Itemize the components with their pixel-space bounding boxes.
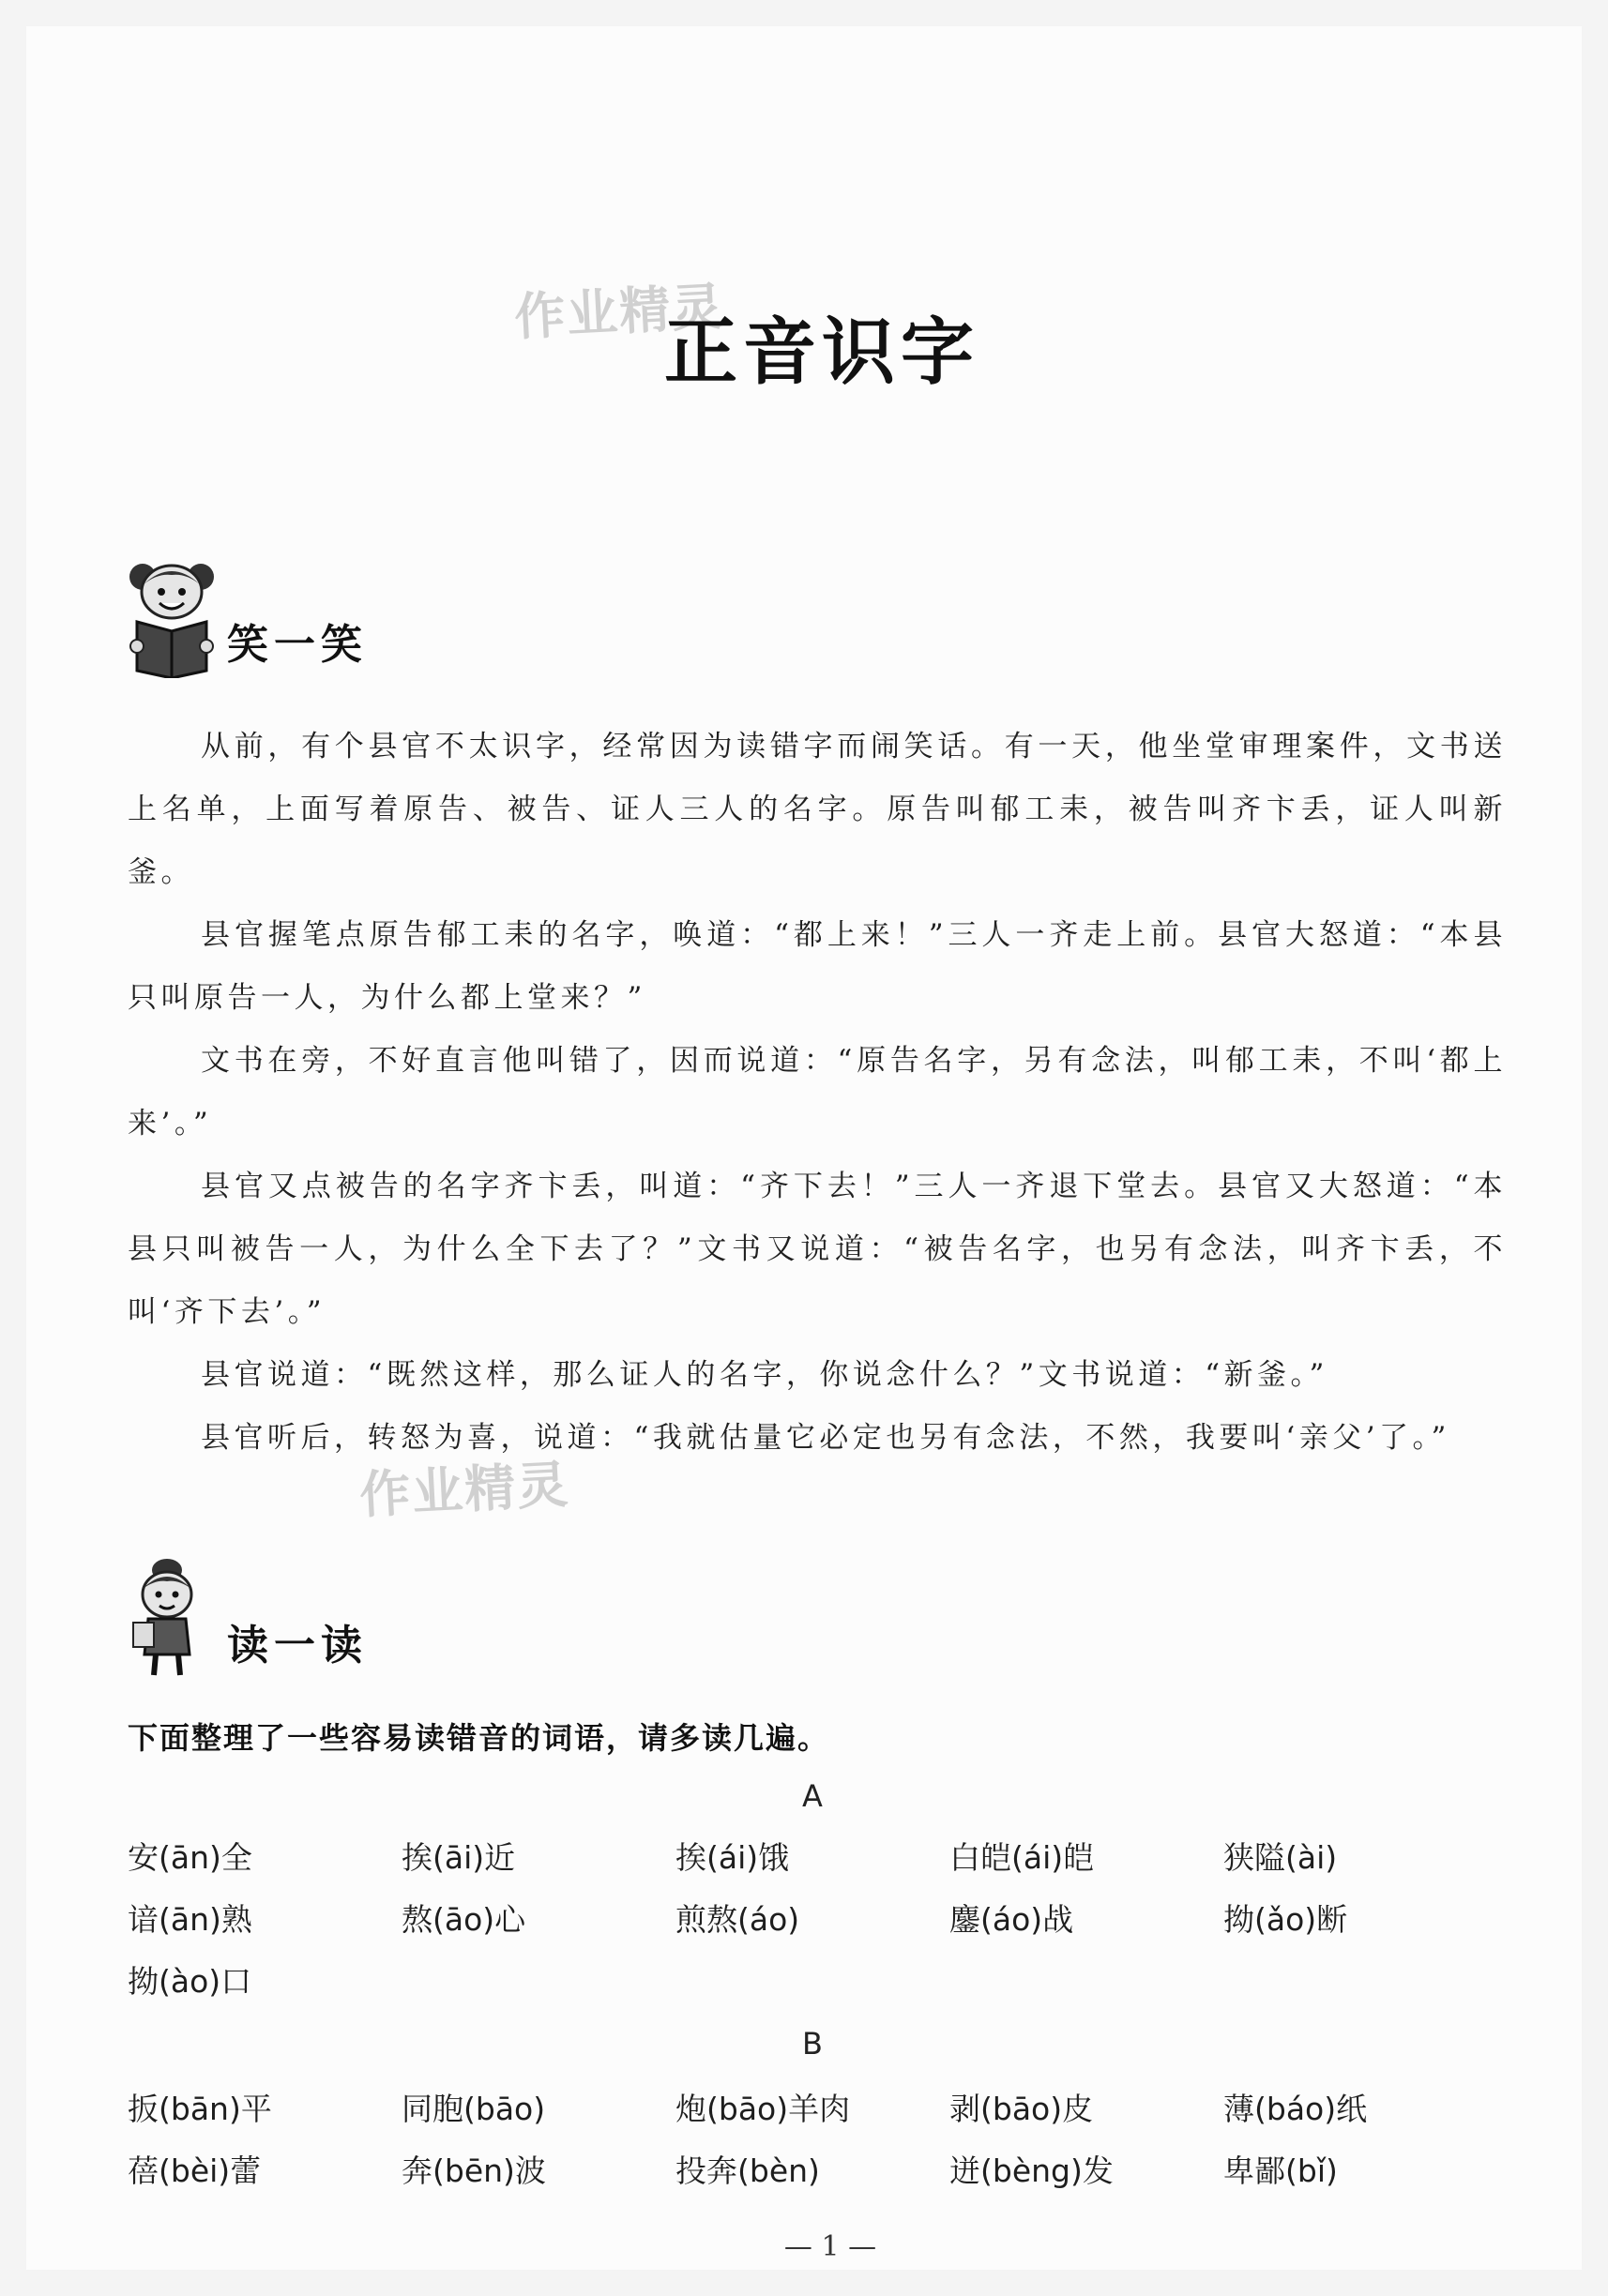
- word-item: 薄(báo)纸: [1223, 2091, 1368, 2127]
- section-heading-read: [120, 1557, 368, 1679]
- section-heading-text: 笑一笑: [227, 621, 368, 669]
- story-paragraph: 县官说道：“既然这样，那么证人的名字，你说念什么？”文书说道：“新釜。”: [201, 1358, 1328, 1392]
- story-paragraph: 县官又点被告的名字齐卞丢，叫道：“齐下去！”三人一齐退下堂去。县官又大怒道：“本县只叫被告一人，为什么全下去了？”文书又说道：“被告名字，也另有念法，叫齐卞丢，不叫‘齐下去’。”: [128, 1170, 1507, 1329]
- page-title: 正音识字: [664, 310, 980, 395]
- word-item: 剥(bāo)皮: [949, 2091, 1094, 2127]
- word-item: 蓓(bèi)蕾: [128, 2152, 262, 2189]
- word-item: 迸(bèng)发: [949, 2152, 1114, 2189]
- page: [26, 26, 1582, 2270]
- word-item: 挨(āi)近: [402, 1839, 516, 1876]
- word-item: 白皑(ái)皑: [949, 1839, 1095, 1876]
- instruction-text: 下面整理了一些容易读错音的词语，请多读几遍。: [128, 1720, 830, 1756]
- boy-reading-icon: [120, 1557, 223, 1679]
- watermark: 作业精灵: [357, 1455, 571, 1525]
- word-grid-b: [128, 2088, 1535, 2193]
- word-item: 投奔(bèn): [675, 2152, 820, 2189]
- word-item: 同胞(bāo): [402, 2091, 546, 2127]
- word-item: 鏖(áo)战: [949, 1901, 1074, 1938]
- word-item: 安(ān)全: [128, 1839, 252, 1876]
- word-item: 煎熬(áo): [675, 1901, 800, 1938]
- group-b-label: B: [802, 2026, 823, 2062]
- group-a-label: A: [802, 1778, 823, 1814]
- story-text: [128, 716, 1507, 1470]
- word-item: 谙(ān)熟: [128, 1901, 252, 1938]
- story-paragraph: 县官握笔点原告郁工耒的名字，唤道：“都上来！”三人一齐走上前。县官大怒道：“本县只叫原告一人，为什么都上堂来？”: [128, 918, 1507, 1015]
- word-item: 炮(bāo)羊肉: [675, 2091, 851, 2127]
- word-item: 拗(ǎo)断: [1223, 1901, 1348, 1938]
- word-item: 熬(āo)心: [402, 1901, 526, 1938]
- story-paragraph: 从前，有个县官不太识字，经常因为读错字而闹笑话。有一天，他坐堂审理案件，文书送上名单，上面写着原告、被告、证人三人的名字。原告叫郁工耒，被告叫齐卞丢，证人叫新釜。: [128, 730, 1507, 889]
- section-heading-laugh: [120, 556, 368, 678]
- word-item: 卑鄙(bǐ): [1223, 2152, 1338, 2189]
- story-paragraph: 文书在旁，不好直言他叫错了，因而说道：“原告名字，另有念法，叫郁工耒，不叫‘都上来’。”: [128, 1044, 1507, 1140]
- word-item: 拗(ào)口: [128, 1963, 252, 2000]
- page-number: — 1 —: [783, 2230, 877, 2263]
- word-item: 扳(bān)平: [128, 2091, 272, 2127]
- word-grid-a: [128, 1836, 1535, 2003]
- girl-reading-icon: [120, 556, 223, 678]
- word-item: 奔(bēn)波: [402, 2152, 546, 2189]
- story-paragraph: 县官听后，转怒为喜，说道：“我就估量它必定也另有念法，不然，我要叫‘亲父’了。”: [201, 1421, 1450, 1455]
- word-item: 狭隘(ài): [1223, 1839, 1338, 1876]
- word-item: 挨(ái)饿: [675, 1839, 790, 1876]
- watermark: 作业精灵: [512, 277, 726, 347]
- section-heading-text: 读一读: [227, 1622, 368, 1669]
